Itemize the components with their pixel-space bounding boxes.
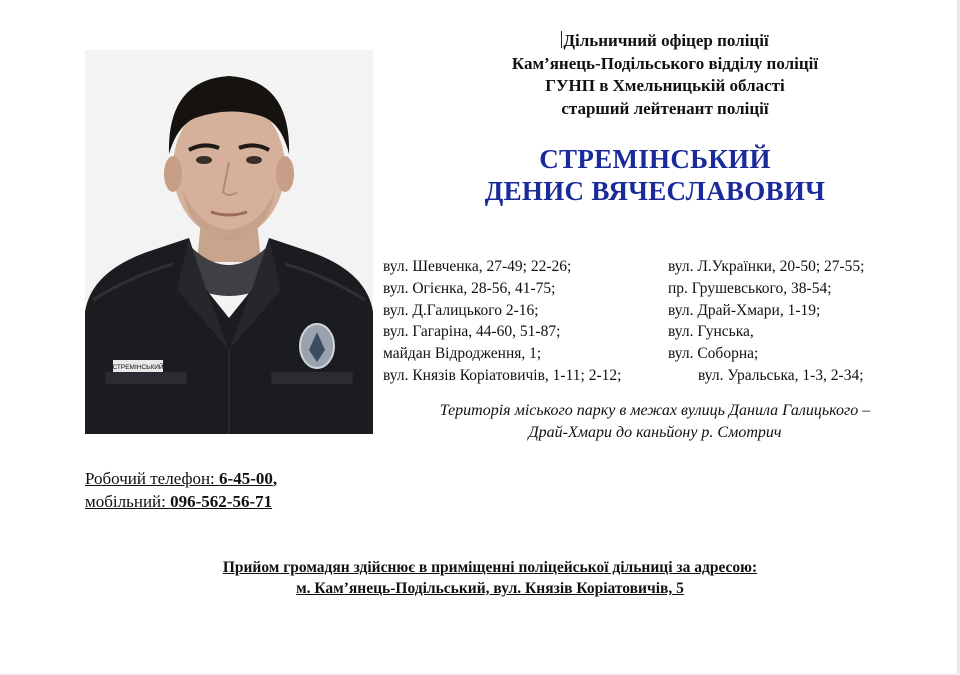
- header-line-3: ГУНП в Хмельницькій області: [545, 76, 785, 95]
- street-left: вул. Гагаріна, 44-60, 51-87;: [383, 323, 561, 341]
- street-right: вул. Уральська, 1-3, 2-34;: [698, 366, 864, 384]
- park-line-1: Територія міського парку в межах вулиць Данила Галицького –: [439, 402, 871, 419]
- street-left: вул. Д.Галицького 2-16;: [383, 301, 539, 319]
- officer-photo: [85, 50, 373, 434]
- street-right: пр. Грушевського, 38-54;: [668, 279, 832, 297]
- reception-address: [120, 557, 860, 599]
- street-left: майдан Відродження, 1;: [383, 345, 542, 363]
- work-phone-suffix: ,: [272, 469, 278, 488]
- contact-phones: [85, 468, 277, 513]
- mobile-phone-label: мобільний:: [85, 491, 171, 511]
- street-row: [383, 321, 943, 343]
- header-line-4: старший лейтенант поліції: [561, 98, 769, 118]
- street-left: вул. Шевченка, 27-49; 22-26;: [383, 258, 572, 275]
- header-line: [465, 30, 865, 53]
- header-line-1: Дільничний офіцер поліції: [563, 31, 769, 50]
- street-right: вул. Гунська,: [668, 323, 754, 341]
- street-row: [383, 365, 943, 387]
- street-row: [383, 343, 943, 365]
- street-right: вул. Соборна;: [668, 345, 759, 363]
- mobile-phone-value: 096-562-56-71: [170, 491, 273, 511]
- photo-name-tag: СТРЕМІНСЬКИЙ: [112, 364, 164, 371]
- header-line-2: Кам’янець-Подільського відділу поліції: [511, 53, 819, 73]
- work-phone-value: 6-45-00: [219, 469, 273, 488]
- officer-name: [440, 143, 870, 207]
- work-phone-label: Робочий телефон:: [85, 469, 220, 488]
- reception-line-1: Прийом громадян здійснює в приміщенні поліцейської дільниці за адресою:: [222, 559, 758, 576]
- streets-list: [383, 256, 943, 387]
- work-phone-row: [85, 468, 277, 491]
- street-right: вул. Л.Українки, 20-50; 27-55;: [668, 258, 865, 275]
- street-left: вул. Огієнка, 28-56, 41-75;: [383, 279, 556, 297]
- street-row: [383, 300, 943, 322]
- officer-given-names: ДЕНИС ВЯЧЕСЛАВОВИЧ: [484, 176, 826, 206]
- officer-surname: СТРЕМІНСЬКИЙ: [539, 144, 771, 174]
- park-line-2: Драй-Хмари до каньйону р. Смотрич: [528, 424, 782, 441]
- reception-line-2: м. Кам’янець-Подільський, вул. Князів Коріатовичів, 5: [296, 580, 684, 597]
- street-row: [383, 278, 943, 300]
- street-right: вул. Драй-Хмари, 1-19;: [668, 301, 821, 319]
- officer-position-header: [465, 30, 865, 120]
- park-territory-note: [390, 400, 920, 444]
- street-left: вул. Князів Коріатовичів, 1-11; 2-12;: [383, 366, 622, 384]
- mobile-phone-row: [85, 491, 277, 514]
- street-row: [383, 256, 943, 278]
